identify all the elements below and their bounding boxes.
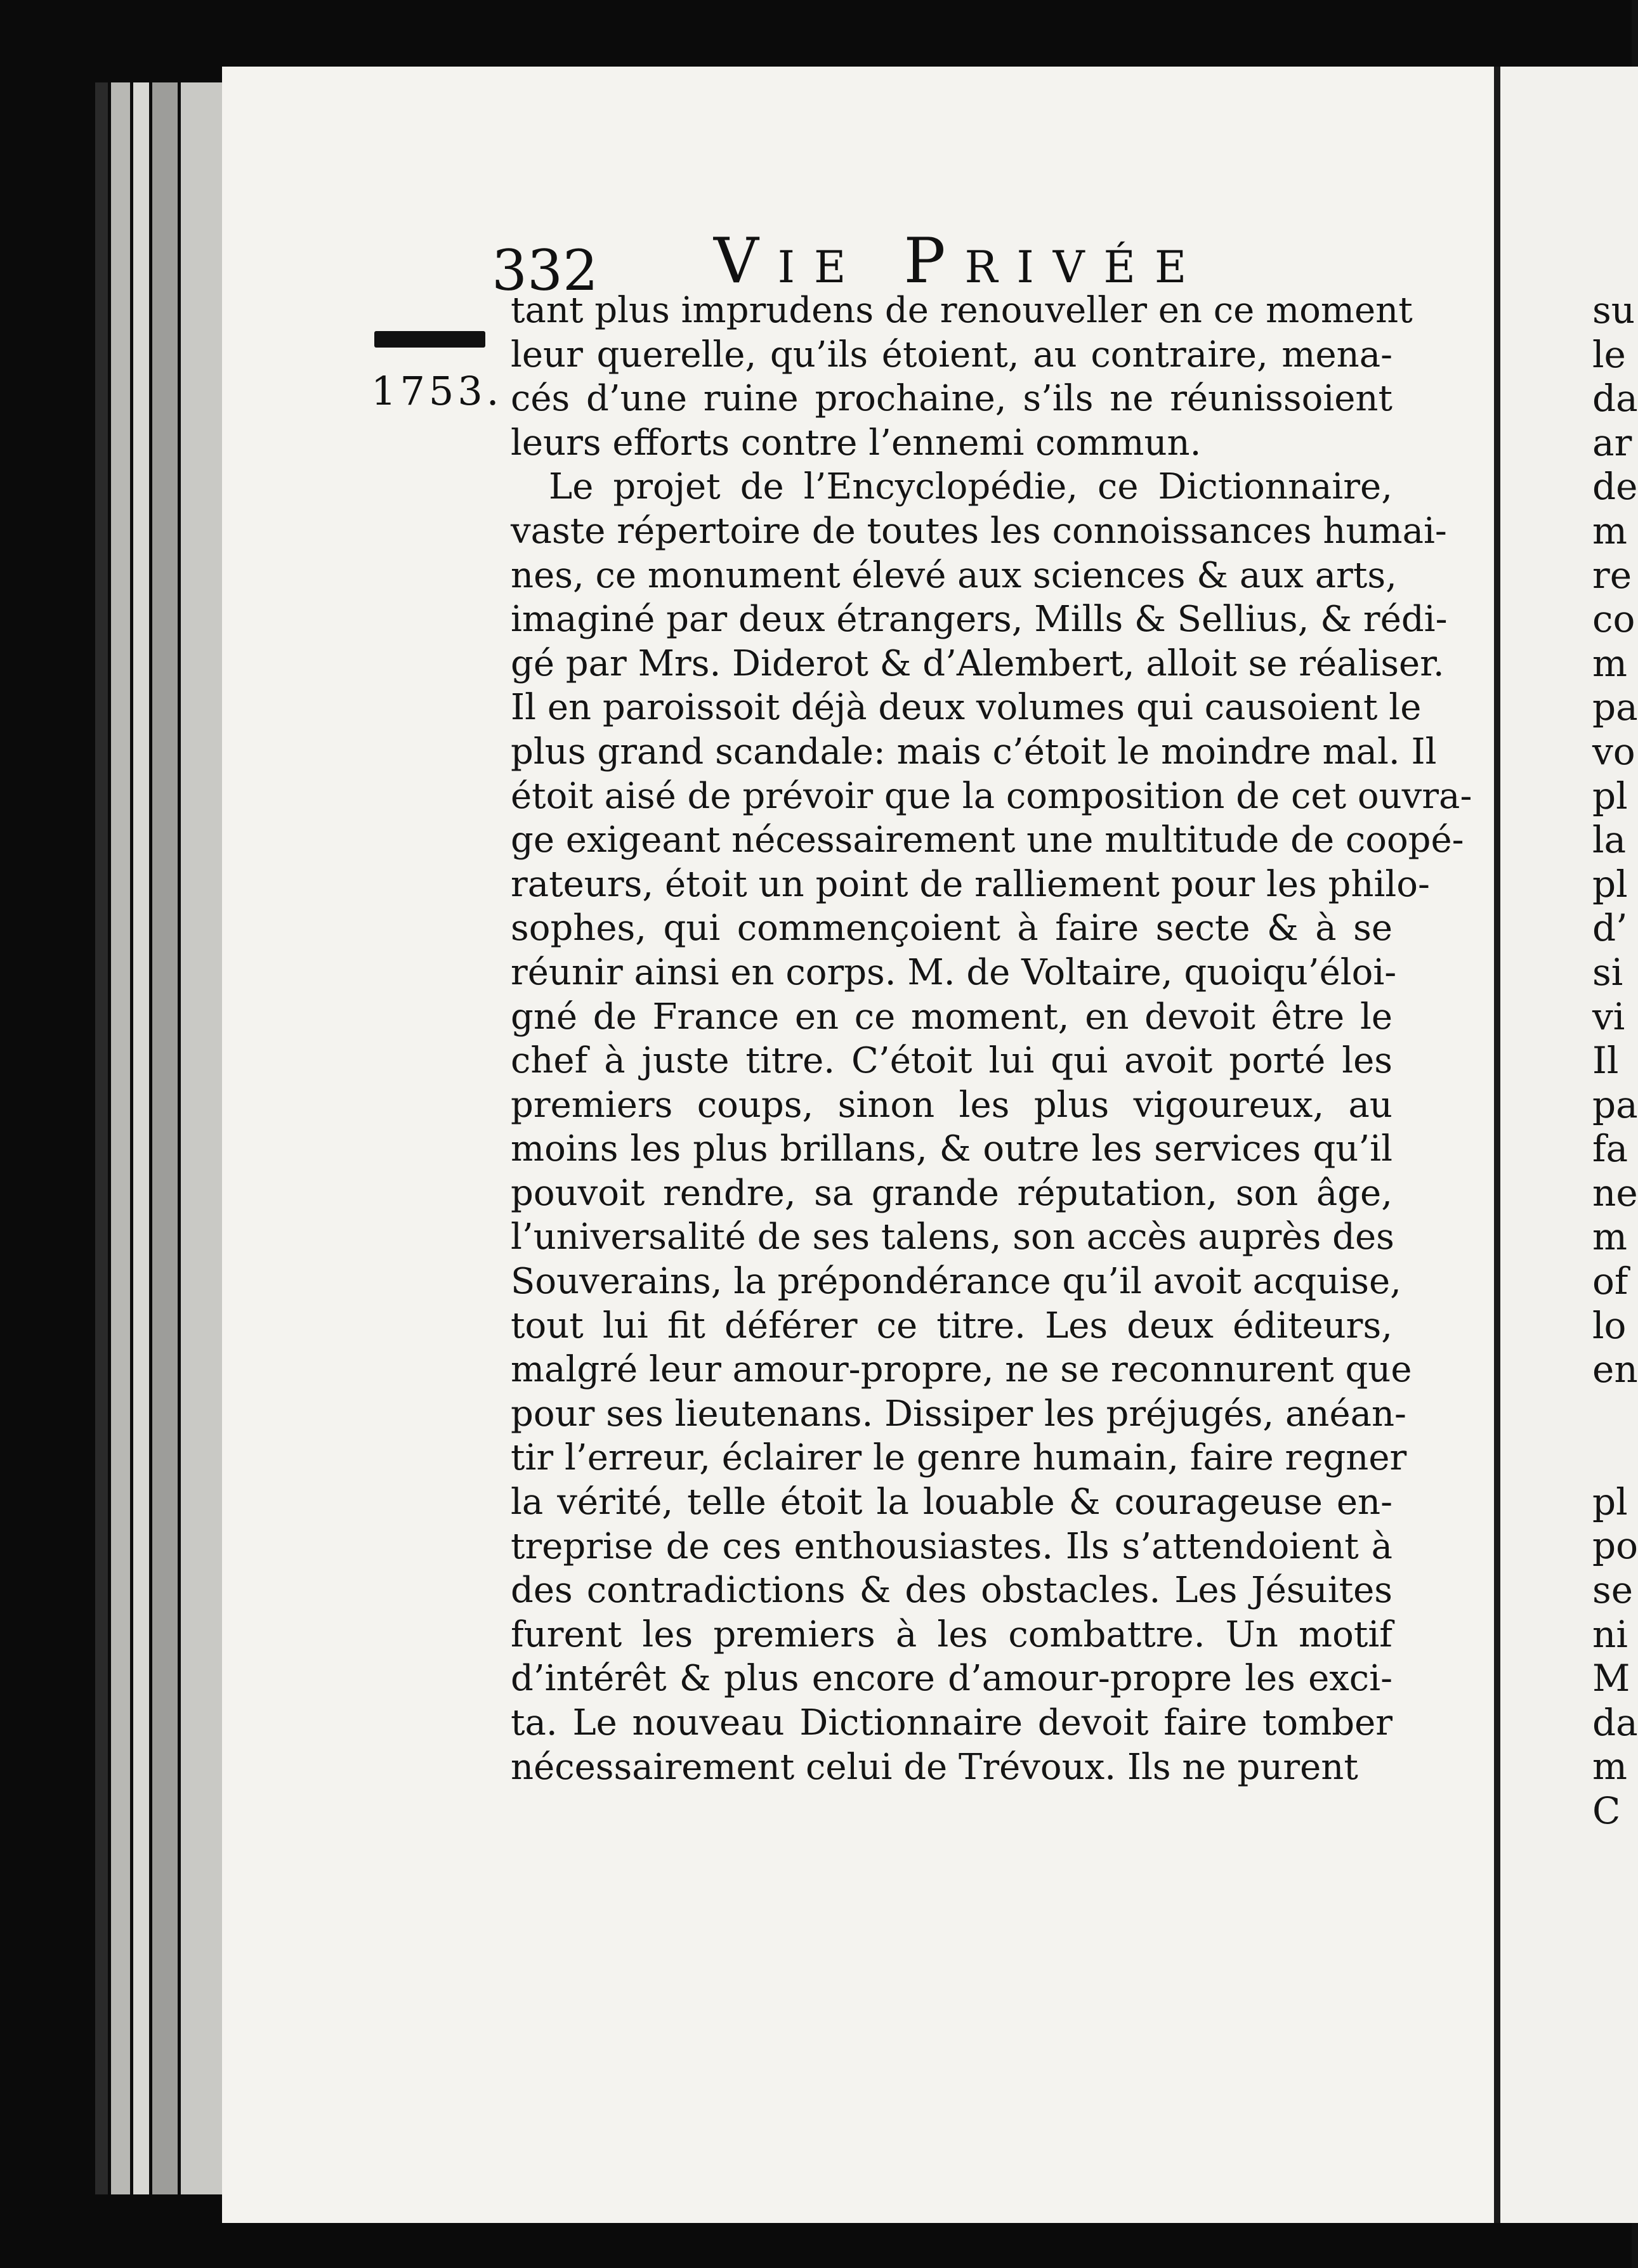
right-fragment: m (1592, 1745, 1627, 1789)
right-fragment: pl (1592, 774, 1628, 818)
page-edge-stack (95, 82, 108, 2194)
text-line: gné de France en ce moment, en devoit être le (511, 996, 1392, 1038)
right-fragment: m (1592, 1215, 1627, 1259)
right-fragment: pa (1592, 1083, 1638, 1126)
right-fragment: M (1592, 1657, 1630, 1700)
right-fragment: en (1592, 1348, 1638, 1391)
text-line: rateurs, étoit un point de ralliement pour les philo- (511, 863, 1430, 905)
right-fragment: lo (1592, 1303, 1627, 1347)
right-fragment: la (1592, 818, 1627, 862)
right-fragment: Il (1592, 1039, 1619, 1083)
text-line: sophes, qui commençoient à faire secte & à se (511, 908, 1392, 949)
text-line: Souverains, la prépondérance qu’il avoit acquise, (511, 1261, 1401, 1303)
text-line: vaste répertoire de toutes les connoissances humai- (511, 510, 1447, 552)
text-line: l’universalité de ses talens, son accès auprès des (511, 1216, 1394, 1258)
text-line: tant plus imprudens de renouveller en ce moment (511, 290, 1413, 331)
right-fragment: ne (1592, 1171, 1638, 1215)
text-line: plus grand scandale: mais c’étoit le moindre mal. Il (511, 731, 1437, 772)
right-fragment: po (1592, 1524, 1638, 1568)
text-line: étoit aisé de prévoir que la composition de cet ouvra- (511, 775, 1472, 817)
text-line: cés d’une ruine prochaine, s’ils ne réunissoient (511, 378, 1392, 420)
text-line: tir l’erreur, éclairer le genre humain, faire regner (511, 1437, 1407, 1479)
running-title: Vie Privée (714, 225, 1206, 297)
right-page-fragments (1592, 289, 1638, 1834)
margin-year: 1753. (371, 368, 503, 414)
text-line: la vérité, telle étoit la louable & courageuse en- (511, 1482, 1392, 1523)
right-fragment: d’ (1592, 906, 1628, 950)
text-line: furent les premiers à les combattre. Un motif (511, 1613, 1392, 1655)
text-line: nécessairement celui de Trévoux. Ils ne purent (511, 1746, 1358, 1788)
page-edge-stack (152, 82, 178, 2194)
text-line: pour ses lieutenans. Dissiper les préjugés, anéan- (511, 1393, 1406, 1435)
right-fragments-top (1592, 289, 1638, 1392)
page-edge-stack (111, 82, 130, 2194)
text-line: moins les plus brillans, & outre les services qu’il (511, 1128, 1392, 1170)
right-fragment: vi (1592, 994, 1625, 1038)
right-fragment: de (1592, 465, 1638, 509)
paragraph-gap (1592, 1392, 1638, 1480)
text-line: ta. Le nouveau Dictionnaire devoit faire tomber (511, 1702, 1392, 1743)
text-line: leurs efforts contre l’ennemi commun. (511, 422, 1202, 464)
text-line: imaginé par deux étrangers, Mills & Sellius, & rédi- (511, 599, 1448, 641)
body-text (511, 289, 1472, 1789)
page-edge-stack (133, 82, 149, 2194)
text-line: premiers coups, sinon les plus vigoureux, au (511, 1084, 1392, 1126)
text-line: d’intérêt & plus encore d’amour-propre les exci- (511, 1658, 1392, 1700)
right-fragment: m (1592, 509, 1627, 552)
right-fragment: fa (1592, 1127, 1628, 1171)
right-fragment: pl (1592, 1480, 1628, 1523)
right-fragment: ni (1592, 1612, 1628, 1656)
text-line: pouvoit rendre, sa grande réputation, son âge, (511, 1172, 1392, 1214)
right-fragment: le (1592, 332, 1626, 376)
right-fragment: m (1592, 641, 1627, 685)
text-line: des contradictions & des obstacles. Les Jésuites (511, 1570, 1392, 1612)
right-fragment: pa (1592, 686, 1638, 729)
right-fragment: re (1592, 553, 1632, 597)
right-fragments-bottom (1592, 1480, 1638, 1834)
text-line: réunir ainsi en corps. M. de Voltaire, quoiqu’éloi- (511, 951, 1397, 993)
right-fragment: da (1592, 377, 1638, 420)
text-line: leur querelle, qu’ils étoient, au contraire, mena- (511, 334, 1392, 375)
right-fragment: ar (1592, 420, 1632, 464)
right-fragment: si (1592, 950, 1623, 994)
text-line: Le projet de l’Encyclopédie, ce Dictionnaire, (549, 466, 1392, 508)
page-number: 332 (492, 238, 598, 303)
right-fragment: su (1592, 289, 1635, 332)
right-fragment: C (1592, 1789, 1621, 1832)
page-edge-stack (181, 82, 222, 2194)
text-line: Il en paroissoit déjà deux volumes qui causoient le (511, 687, 1422, 729)
text-line: ge exigeant nécessairement une multitude de coopé- (511, 819, 1464, 861)
right-fragment: se (1592, 1568, 1634, 1612)
right-fragment: vo (1592, 729, 1635, 773)
text-line: tout lui fit déférer ce titre. Les deux éditeurs, (511, 1305, 1392, 1346)
text-line: treprise de ces enthousiastes. Ils s’attendoient à (511, 1525, 1392, 1567)
text-line: gé par Mrs. Diderot & d’Alembert, alloit se réaliser. (511, 642, 1445, 684)
text-line: chef à juste titre. C’étoit lui qui avoit porté les (511, 1040, 1392, 1082)
text-line: malgré leur amour-propre, ne se reconnurent que (511, 1349, 1412, 1391)
right-fragment: of (1592, 1260, 1628, 1303)
right-fragment: da (1592, 1700, 1638, 1744)
right-fragment: co (1592, 597, 1635, 641)
text-line: nes, ce monument élevé aux sciences & aux arts, (511, 554, 1397, 596)
right-fragment: pl (1592, 862, 1628, 906)
margin-rule (374, 331, 485, 348)
